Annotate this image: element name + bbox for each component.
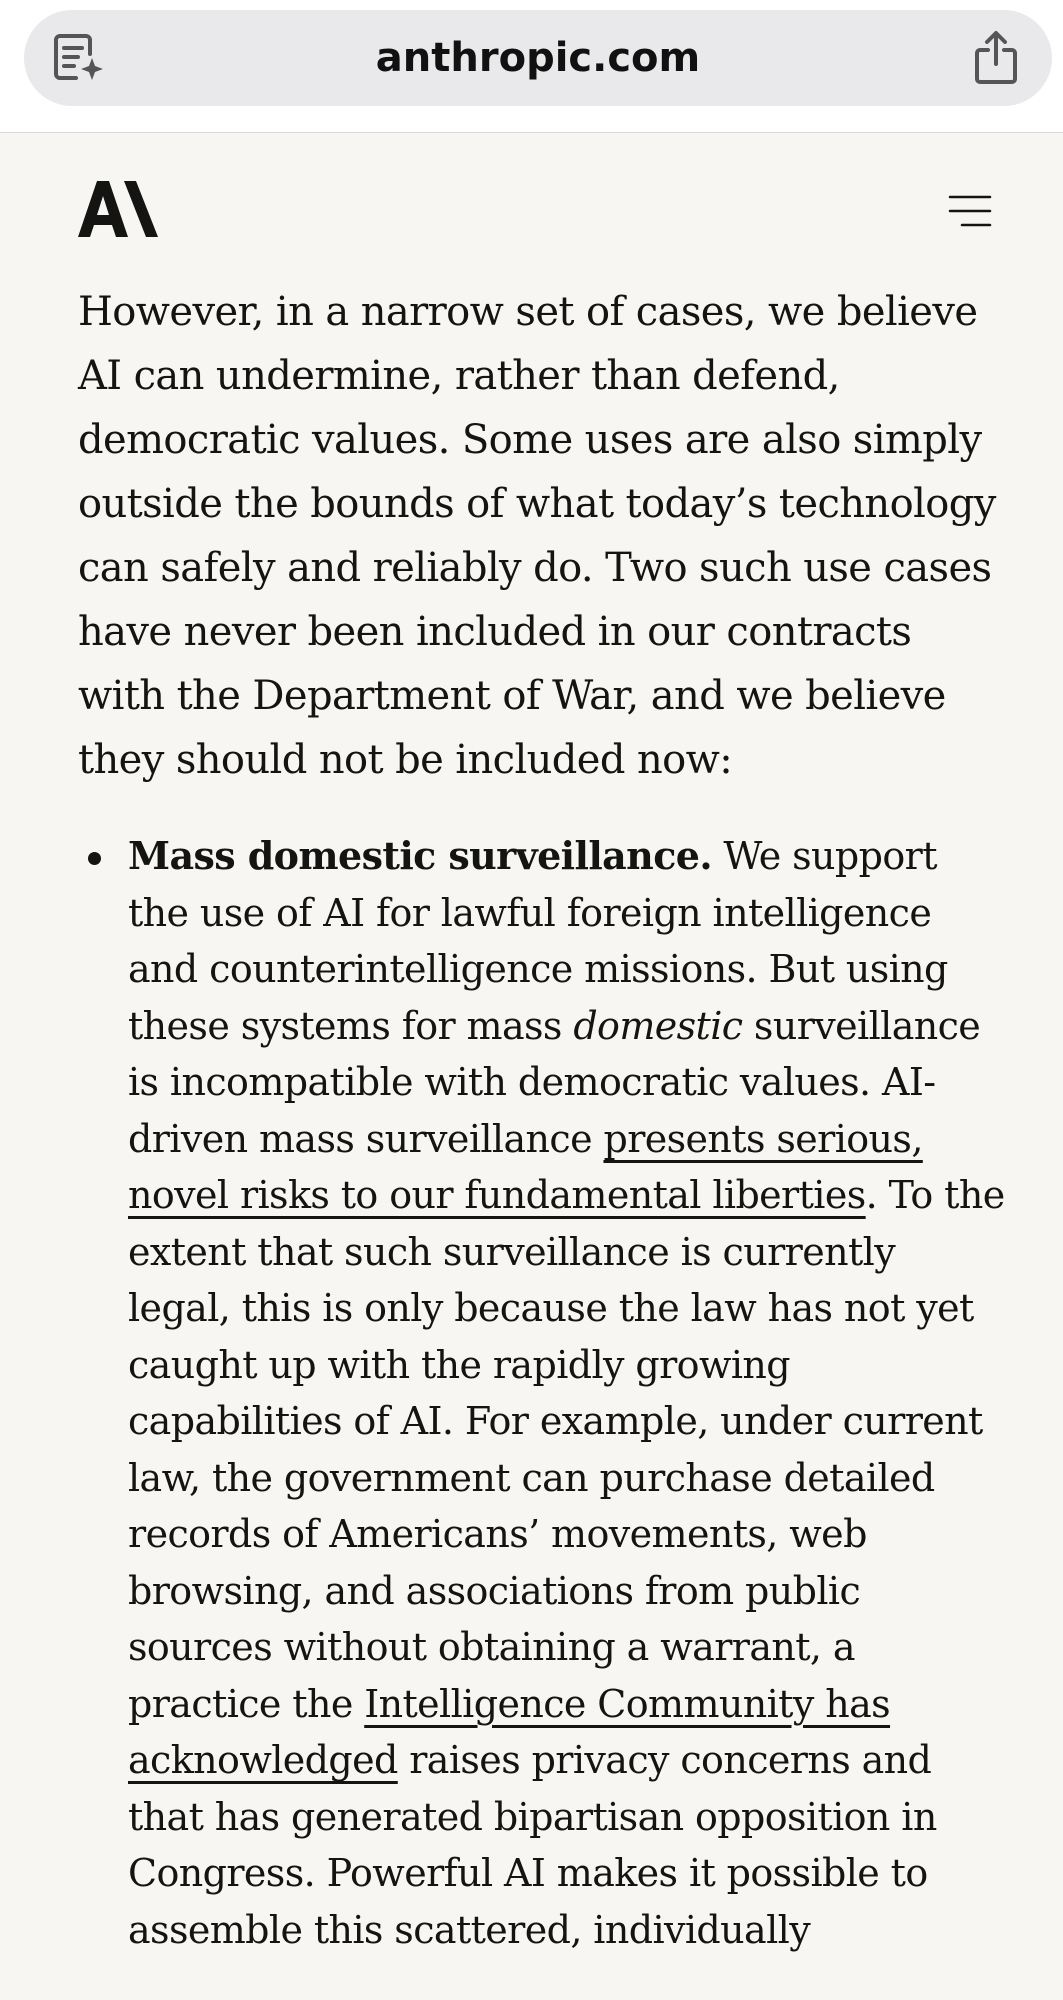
link-intelligence-community[interactable]: Intelligence Community has acknowledged	[128, 1681, 891, 1782]
bullet-text-4: raises privacy concerns and that has generated bipartisan opposition in Congress. Powerful AI makes it possible to assemble this scattered, individually	[128, 1738, 937, 1952]
emphasis-domestic: domestic	[573, 1003, 743, 1048]
link-serious-risks[interactable]: presents serious, novel risks to our fundamental liberties	[128, 1116, 923, 1217]
bullet-mass-surveillance	[78, 828, 1008, 1958]
bullet-text-1: We support the use of AI for lawful foreign intelligence and counterintelligence missions. But using these systems for mass	[128, 834, 948, 1048]
intro-paragraph: However, in a narrow set of cases, we believe AI can undermine, rather than defend, democratic values. Some uses are also simply outside the bounds of what today’s technology can safely and reliably do. Two such use cases have never been included in our contracts with the Department of War, and we believe they should not be included now:	[78, 289, 996, 783]
url-text[interactable]: anthropic.com	[375, 35, 701, 81]
article-body	[78, 280, 1008, 1958]
bullet-text-3: . To the extent that such surveillance is currently legal, this is only because the law has not yet caught up with the rapidly growing capabilities of AI. For example, under current law, the government can purchase detailed records of Americans’ movements, web browsing, and associations from public sources without obtaining a warrant, a practice the	[128, 1173, 1005, 1726]
share-icon[interactable]	[970, 30, 1022, 86]
bullet-dot	[88, 852, 101, 865]
menu-icon[interactable]	[948, 193, 992, 229]
browser-toolbar	[0, 0, 1063, 133]
reader-mode-icon[interactable]	[52, 30, 108, 86]
bullet-title: Mass domestic surveillance.	[128, 833, 712, 878]
site-header	[0, 133, 1063, 283]
bullet-list	[78, 828, 1008, 1958]
bullet-text-2: surveillance is incompatible with democratic values. AI-driven mass surveillance	[128, 1003, 981, 1161]
address-bar[interactable]	[24, 10, 1052, 106]
anthropic-logo[interactable]	[78, 181, 158, 237]
